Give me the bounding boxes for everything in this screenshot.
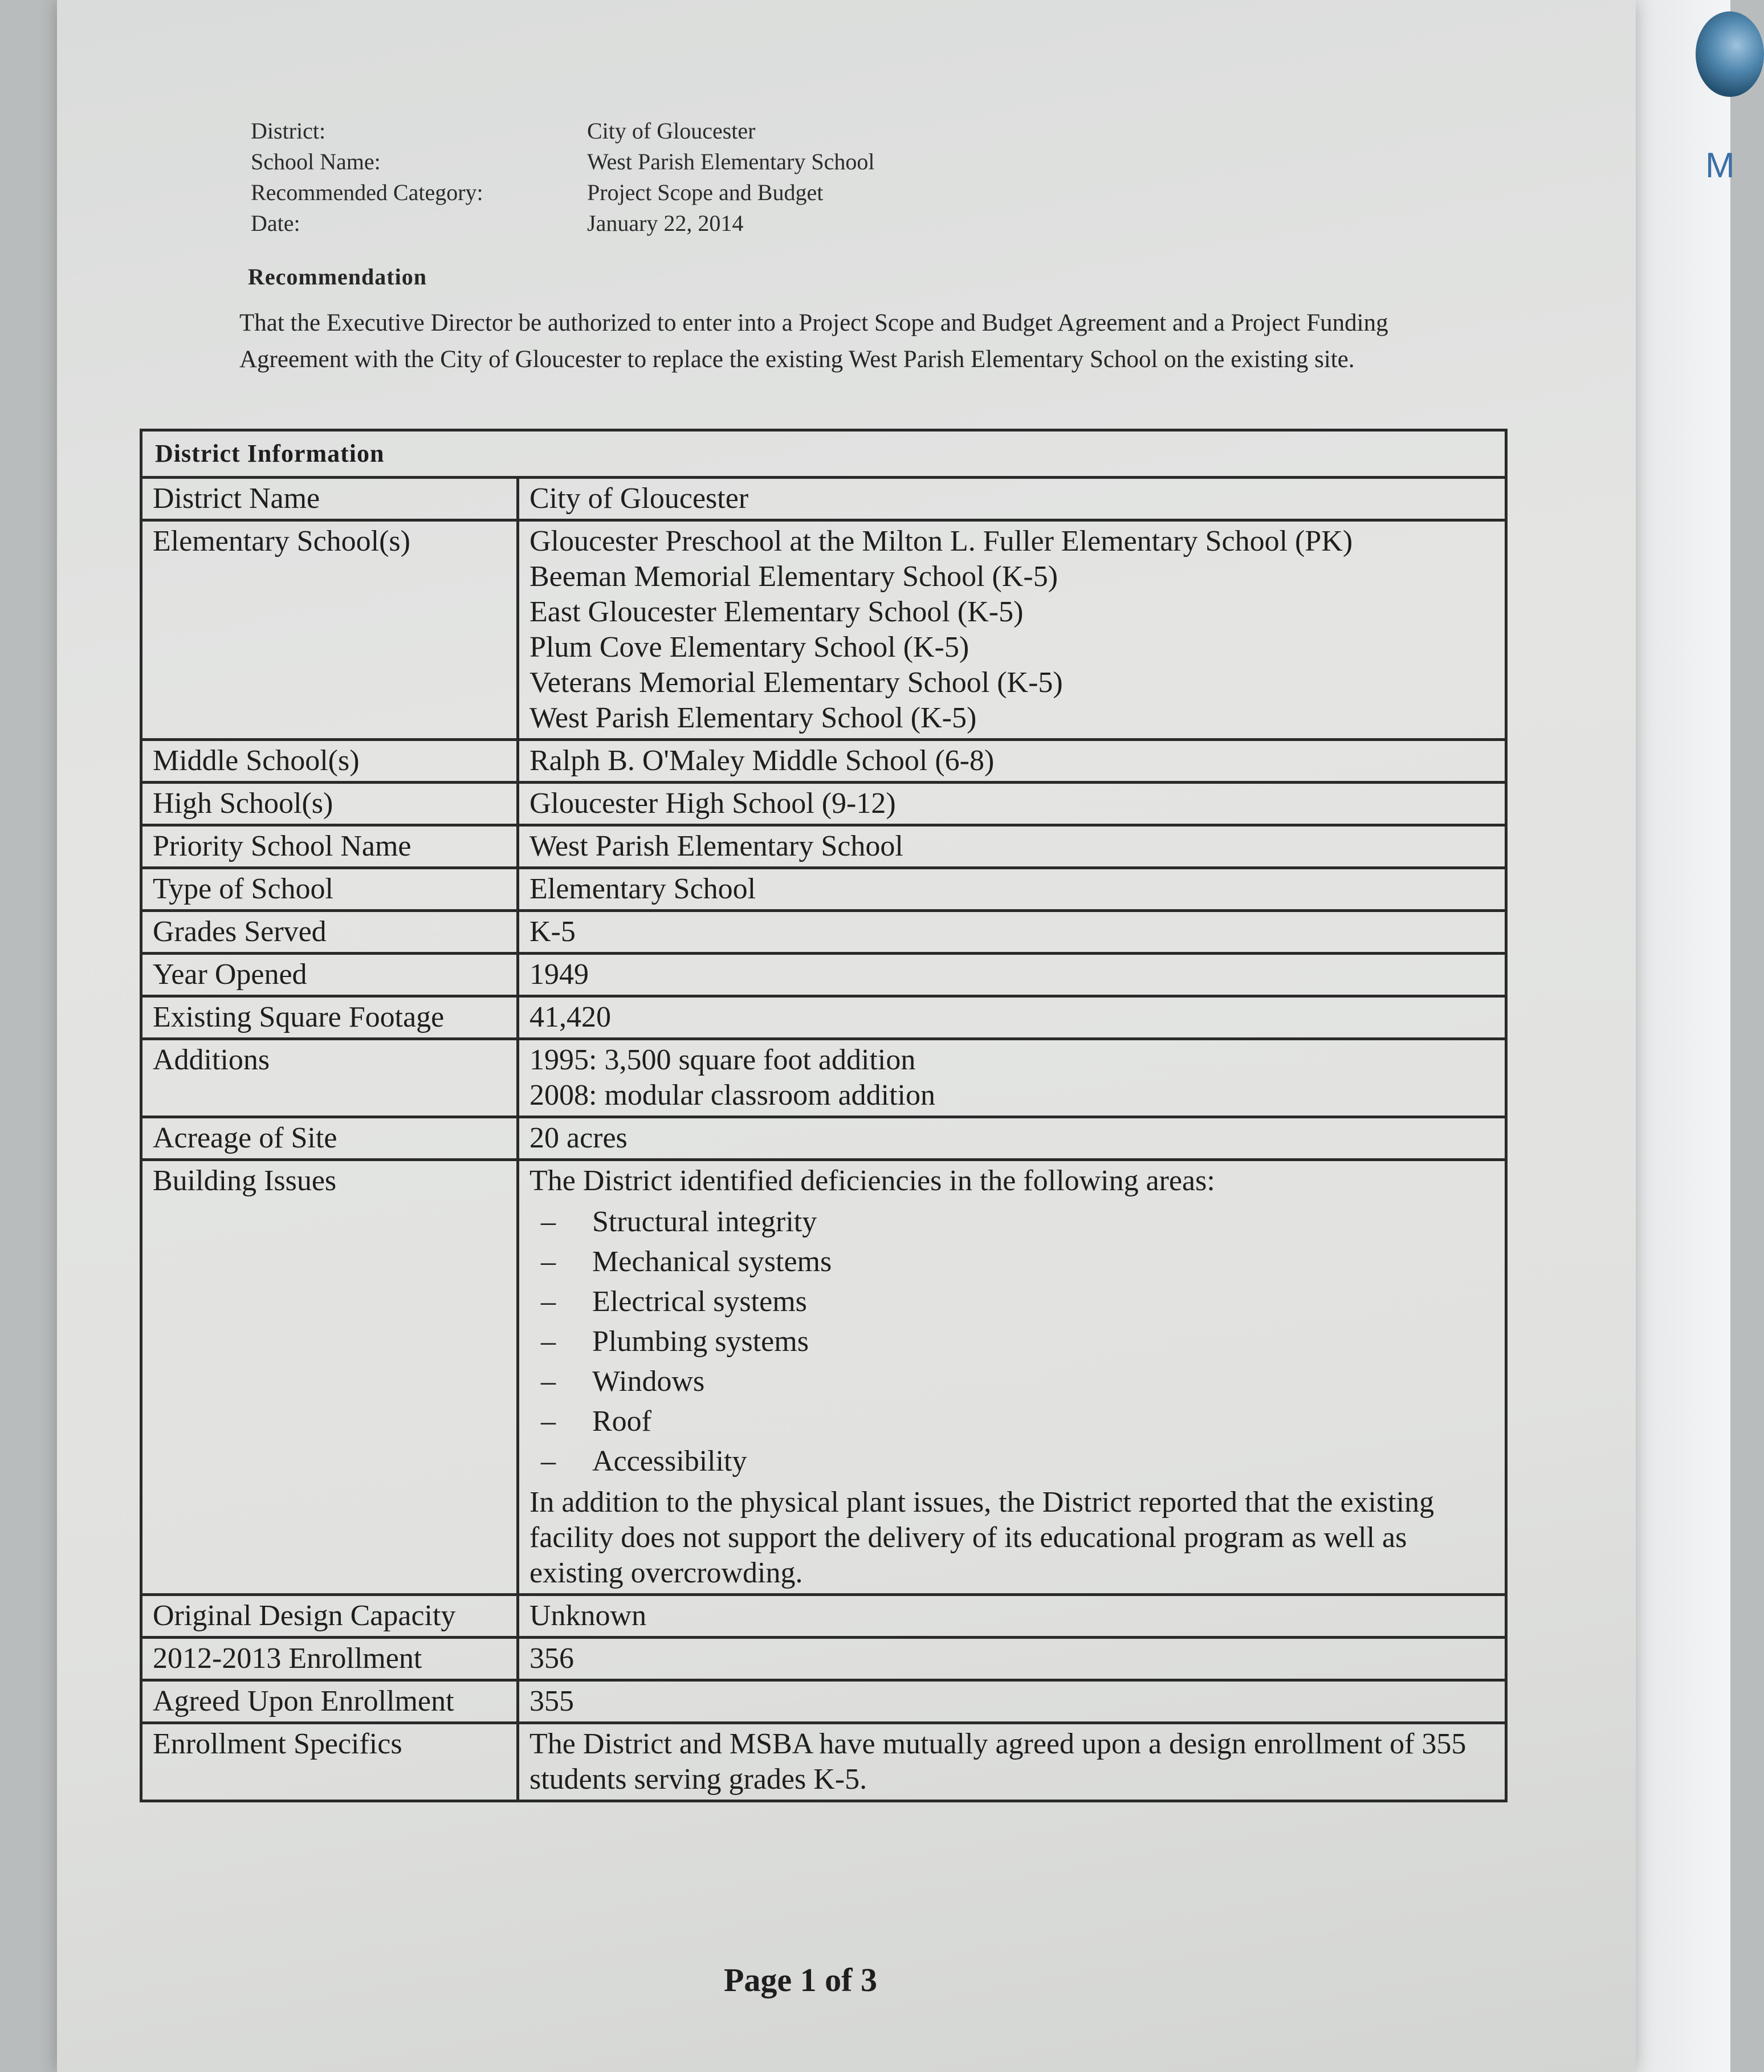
row-label: Acreage of Site bbox=[141, 1117, 518, 1160]
header-label-district: District: bbox=[251, 118, 326, 144]
issues-closing: In addition to the physical plant issues, the District reported that the existing facility does not support the delivery of its educational program as well as existing overcrowding. bbox=[529, 1486, 1435, 1589]
table-row bbox=[141, 1595, 1506, 1638]
list-item: Gloucester Preschool at the Milton L. Fuller Elementary School (PK) bbox=[529, 525, 1353, 557]
row-value: 356 bbox=[518, 1638, 1506, 1680]
list-item: – Mechanical systems bbox=[592, 1242, 1494, 1282]
table-row bbox=[141, 1039, 1506, 1117]
header-label-date: Date: bbox=[251, 210, 300, 236]
table-row bbox=[141, 1723, 1506, 1801]
list-item: – Windows bbox=[592, 1362, 1494, 1402]
row-value: Gloucester High School (9-12) bbox=[518, 783, 1506, 825]
row-value: 41,420 bbox=[518, 996, 1506, 1039]
row-value: Elementary School bbox=[518, 868, 1506, 911]
row-label: Type of School bbox=[141, 868, 518, 911]
row-value: K-5 bbox=[518, 911, 1506, 954]
row-label: Building Issues bbox=[141, 1160, 518, 1595]
row-label: Enrollment Specifics bbox=[141, 1723, 518, 1801]
header-value-school: West Parish Elementary School bbox=[587, 149, 875, 174]
row-value-list bbox=[518, 520, 1506, 740]
list-item: 1995: 3,500 square foot addition bbox=[529, 1044, 916, 1076]
row-label: Grades Served bbox=[141, 911, 518, 954]
row-value: 20 acres bbox=[518, 1117, 1506, 1160]
row-label: District Name bbox=[141, 478, 518, 520]
row-label: Elementary School(s) bbox=[141, 520, 518, 740]
header-value-date: January 22, 2014 bbox=[587, 210, 744, 236]
row-label: 2012-2013 Enrollment bbox=[141, 1638, 518, 1680]
row-value: 355 bbox=[518, 1680, 1506, 1723]
side-letter: M bbox=[1705, 146, 1735, 185]
row-value: Unknown bbox=[518, 1595, 1506, 1638]
row-label: Middle School(s) bbox=[141, 740, 518, 783]
list-item: East Gloucester Elementary School (K-5) bbox=[529, 596, 1024, 628]
row-label: Year Opened bbox=[141, 954, 518, 996]
row-value: 1949 bbox=[518, 954, 1506, 996]
row-label: Priority School Name bbox=[141, 825, 518, 868]
district-information-table bbox=[140, 429, 1508, 1802]
document-header bbox=[251, 117, 1043, 238]
row-label: Existing Square Footage bbox=[141, 996, 518, 1039]
table-row bbox=[141, 1638, 1506, 1680]
list-item: 2008: modular classroom addition bbox=[529, 1079, 936, 1112]
background-surface bbox=[1636, 0, 1730, 2072]
row-value: City of Gloucester bbox=[518, 478, 1506, 520]
list-item: Beeman Memorial Elementary School (K-5) bbox=[529, 560, 1058, 593]
table-row bbox=[141, 1160, 1506, 1595]
row-value-list bbox=[518, 1039, 1506, 1117]
blue-round-object bbox=[1696, 11, 1764, 97]
recommendation-title: Recommendation bbox=[248, 264, 427, 290]
table-row bbox=[141, 783, 1506, 825]
recommendation-text: That the Executive Director be authorized to enter into a Project Scope and Budget Agreement and a Project Funding Agreement with the City of Gloucester to replace the existing West Parish Elementary School on the existing site. bbox=[239, 310, 1388, 373]
list-item: Veterans Memorial Elementary School (K-5) bbox=[529, 666, 1063, 699]
table-row bbox=[141, 478, 1506, 520]
header-label-school: School Name: bbox=[251, 149, 381, 174]
table-row bbox=[141, 911, 1506, 954]
list-item: – Electrical systems bbox=[592, 1282, 1494, 1322]
table-row bbox=[141, 520, 1506, 740]
row-value-issues bbox=[518, 1160, 1506, 1595]
table-row bbox=[141, 1117, 1506, 1160]
row-label: Original Design Capacity bbox=[141, 1595, 518, 1638]
table-row bbox=[141, 740, 1506, 783]
row-value: The District and MSBA have mutually agreed upon a design enrollment of 355 students serving grades K-5. bbox=[518, 1723, 1506, 1801]
list-item: – Structural integrity bbox=[592, 1202, 1494, 1242]
list-item: Plum Cove Elementary School (K-5) bbox=[529, 631, 969, 663]
header-value-category: Project Scope and Budget bbox=[587, 180, 824, 205]
page-number: Page 1 of 3 bbox=[724, 1961, 877, 1998]
table-heading: District Information bbox=[141, 430, 1506, 478]
table-row bbox=[141, 1680, 1506, 1723]
table-row bbox=[141, 996, 1506, 1039]
document-page bbox=[57, 0, 1636, 2072]
row-label: High School(s) bbox=[141, 783, 518, 825]
list-item: – Roof bbox=[592, 1402, 1494, 1442]
list-item: – Plumbing systems bbox=[592, 1322, 1494, 1362]
list-item: West Parish Elementary School (K-5) bbox=[529, 702, 977, 734]
table-row bbox=[141, 954, 1506, 996]
row-label: Agreed Upon Enrollment bbox=[141, 1680, 518, 1723]
table-heading-row bbox=[141, 430, 1506, 478]
table-row bbox=[141, 868, 1506, 911]
issues-intro: The District identified deficiencies in the following areas: bbox=[529, 1165, 1215, 1197]
header-label-category: Recommended Category: bbox=[251, 180, 483, 205]
row-value: West Parish Elementary School bbox=[518, 825, 1506, 868]
header-value-district: City of Gloucester bbox=[587, 118, 756, 144]
issues-list bbox=[529, 1202, 1494, 1481]
list-item: – Accessibility bbox=[592, 1442, 1494, 1481]
row-value: Ralph B. O'Maley Middle School (6-8) bbox=[518, 740, 1506, 783]
row-label: Additions bbox=[141, 1039, 518, 1117]
table-row bbox=[141, 825, 1506, 868]
